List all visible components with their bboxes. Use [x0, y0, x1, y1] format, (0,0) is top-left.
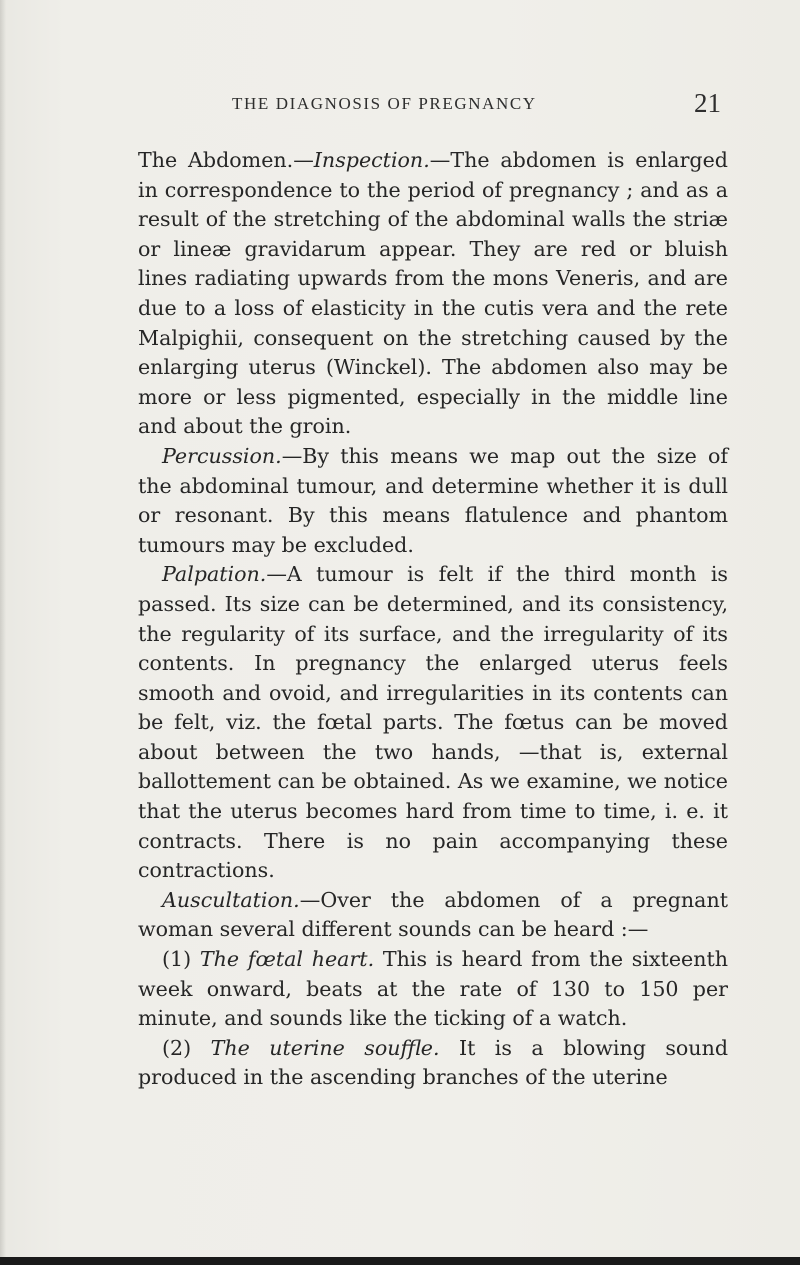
paragraph-uterine-souffle	[138, 1034, 728, 1093]
paragraph-auscultation	[138, 886, 728, 945]
paragraph-text: This is heard from the sixteenth week onward, beats at the rate of 130 to 150 per minute, and sounds like the ticking of a watch.	[138, 947, 729, 1031]
subsection-heading: Percussion.	[162, 443, 282, 468]
heading-dash: —	[429, 148, 451, 172]
heading-dash: —	[281, 443, 303, 468]
heading-dash: —	[266, 562, 287, 587]
paragraph-palpation	[138, 560, 728, 886]
list-number: (1)	[162, 947, 192, 972]
paragraph-foetal-heart	[138, 945, 728, 1034]
subsection-heading: Inspection.	[313, 148, 430, 172]
page-gutter-shadow	[0, 0, 6, 1265]
running-head	[0, 88, 800, 124]
body-text	[138, 146, 728, 1093]
list-number: (2)	[162, 1035, 192, 1060]
subsection-heading: Palpation.	[162, 562, 267, 587]
paragraph-text: By this means we map out the size of the abdominal tumour, and determine whether it is dull or resonant. By this means flatulence and phantom tumours may be excluded.	[138, 443, 728, 557]
scan-bottom-edge	[0, 1257, 800, 1265]
paragraph-text: It is a blowing sound produced in the ascending branches of the uterine	[138, 1035, 729, 1090]
paragraph-text: Over the abdomen of a pregnant woman several different sounds can be heard :—	[138, 887, 728, 942]
subsection-heading: The uterine souffle.	[210, 1035, 440, 1060]
heading-dash: —	[299, 887, 321, 912]
paragraph-abdomen-inspection	[138, 146, 728, 442]
paragraph-percussion	[138, 442, 728, 560]
page-number: 21	[694, 88, 721, 118]
running-title: THE DIAGNOSIS OF PREGNANCY	[232, 94, 537, 113]
paragraph-text: A tumour is felt if the third month is passed. Its size can be determined, and its consistency, the regularity of its surface, and the irregularity of its contents. In pregnancy the enlarged uterus feels smooth and ovoid, and irregularities in its contents can be felt, viz. the fœtal parts. The fœtus can be moved about between the two hands, —that is, external ballottement can be obtained. As we examine, we notice that the uterus becomes hard from time to time, i. e. it contracts. There is no pain accompanying these contractions.	[138, 562, 728, 883]
section-heading: The Abdomen.—	[138, 148, 314, 172]
subsection-heading: Auscultation.	[162, 887, 300, 912]
paragraph-text: The abdomen is enlarged in correspondence to the period of pregnancy ; and as a result of the stretching of the abdominal walls the striæ or lineæ gravidarum appear. They are red or bluish lines radiating upwards from the mons Veneris, and are due to a loss of elasticity in the cutis vera and the rete Malpighii, consequent on the stretching caused by the enlarging uterus (Winckel). The abdomen also may be more or less pigmented, especially in the middle line and about the groin.	[138, 148, 728, 439]
subsection-heading: The fœtal heart.	[199, 947, 375, 972]
